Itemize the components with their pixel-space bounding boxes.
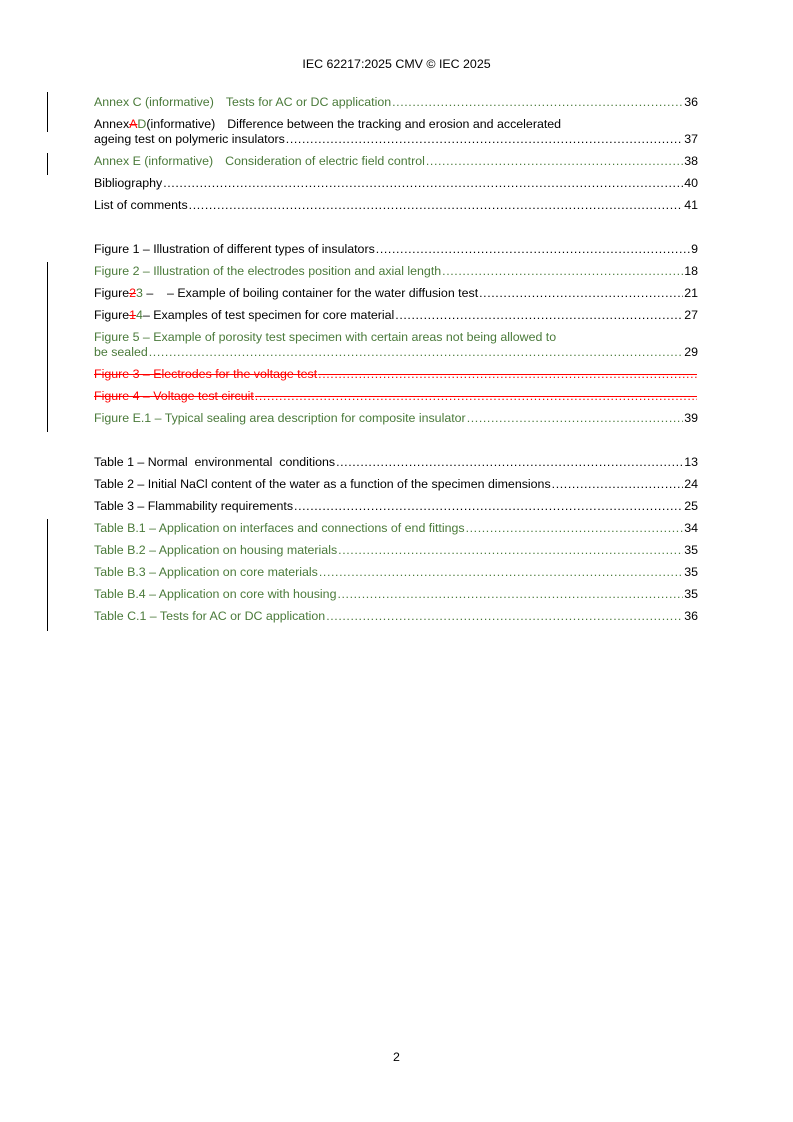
page-number-footer: 2 (393, 1050, 400, 1064)
toc-entry-figure-3-deleted[interactable]: Figure 3 – Electrodes for the voltage test ..... (94, 367, 698, 382)
dot-leader (294, 499, 683, 514)
dot-leader (149, 345, 683, 360)
toc-entry-table-b1[interactable]: Table B.1 – Application on interfaces and connections of end fittings ..... 34 (94, 521, 698, 536)
deleted-text: 1 (129, 308, 137, 322)
dot-leader (163, 176, 683, 191)
dot-leader (319, 565, 683, 580)
toc-entry-table-1[interactable]: Table 1 – Normal environmental conditions ..... 13 (94, 455, 698, 470)
dot-leader (255, 389, 697, 404)
deleted-text: 2 (129, 286, 137, 300)
page-number: 41 (684, 198, 698, 212)
page-number: 37 (684, 132, 698, 146)
change-bar (47, 519, 48, 631)
toc-entry-figure-e1[interactable]: Figure E.1 – Typical sealing area description for composite insulator ..... 39 (94, 411, 698, 426)
page-header: IEC 62217:2025 CMV © IEC 2025 (302, 57, 491, 71)
page-number: 38 (684, 154, 698, 168)
page-number: 35 (684, 543, 698, 557)
dot-leader (392, 95, 683, 110)
page-number: 35 (684, 587, 698, 601)
page-number: 13 (684, 455, 698, 469)
inserted-text: D (137, 117, 147, 131)
toc-entry-list-of-comments[interactable]: List of comments ..... 41 (94, 198, 698, 213)
dot-leader (426, 154, 683, 169)
toc-entry-table-b4[interactable]: Table B.4 – Application on core with housing ..... 35 (94, 587, 698, 602)
dot-leader (479, 286, 683, 301)
deleted-text: A (129, 117, 138, 131)
dot-leader (395, 308, 683, 323)
toc-entry-table-2[interactable]: Table 2 – Initial NaCl content of the water as a function of the specimen dimensions ..... 24 (94, 477, 698, 492)
dot-leader (318, 367, 697, 382)
page-number: 21 (684, 286, 698, 300)
toc-entry-table-b3[interactable]: Table B.3 – Application on core materials ..... 35 (94, 565, 698, 580)
toc-entry-annex-e[interactable]: Annex E (informative) Consideration of electric field control ..... 38 (94, 154, 698, 169)
toc-entry-figure-4[interactable]: Figure 1 4 – Examples of test specimen for core material ..... 27 (94, 308, 698, 323)
change-bar (47, 262, 48, 432)
toc-entry-figure-5[interactable]: Figure 5 – Example of porosity test specimen with certain areas not being allowed to be sealed ..... 29 (94, 330, 698, 360)
inserted-text: 3 (136, 286, 143, 300)
dot-leader (189, 198, 684, 213)
dot-leader (442, 264, 683, 279)
page-number: 34 (684, 521, 698, 535)
toc-entry-table-b2[interactable]: Table B.2 – Application on housing materials ..... 35 (94, 543, 698, 558)
page-number: 18 (684, 264, 698, 278)
page-number: 36 (684, 95, 698, 109)
dot-leader (338, 543, 683, 558)
toc-entry-figure-1[interactable]: Figure 1 – Illustration of different types of insulators ..... 9 (94, 242, 698, 257)
toc-entry-figure-4-deleted[interactable]: Figure 4 – Voltage test circuit ..... (94, 389, 698, 404)
toc-entry-table-c1[interactable]: Table C.1 – Tests for AC or DC application ..... 36 (94, 609, 698, 624)
dot-leader (466, 521, 684, 536)
page-number: 40 (684, 176, 698, 190)
page-number: 24 (684, 477, 698, 491)
toc-entry-figure-2[interactable]: Figure 2 – Illustration of the electrodes position and axial length ..... 18 (94, 264, 698, 279)
dot-leader (336, 455, 683, 470)
toc-entry-annex-c[interactable]: Annex C (informative) Tests for AC or DC application ..... 36 (94, 95, 698, 110)
toc-entry-bibliography[interactable]: Bibliography ..... 40 (94, 176, 698, 191)
page-number: 9 (691, 242, 698, 256)
toc-entry-figure-3[interactable]: Figure 2 3 – – Example of boiling container for the water diffusion test ..... 21 (94, 286, 698, 301)
dot-leader (326, 609, 683, 624)
page-number: 39 (684, 411, 698, 425)
page-number: 29 (684, 345, 698, 359)
change-bar (47, 92, 48, 132)
inserted-text: 4 (136, 308, 143, 322)
toc-entry-table-3[interactable]: Table 3 – Flammability requirements ..... 25 (94, 499, 698, 514)
page-number: 25 (684, 499, 698, 513)
dot-leader (552, 477, 684, 492)
dot-leader (376, 242, 690, 257)
toc-entry-annex-d[interactable]: Annex A D (informative) Difference between the tracking and erosion and accelerated ageing test on polymeric insulators ..... 37 (94, 117, 698, 147)
page-number: 36 (684, 609, 698, 623)
dot-leader (286, 132, 683, 147)
dot-leader (337, 587, 683, 602)
change-bar (47, 153, 48, 175)
dot-leader (467, 411, 684, 426)
page-number: 35 (684, 565, 698, 579)
page-number: 27 (684, 308, 698, 322)
